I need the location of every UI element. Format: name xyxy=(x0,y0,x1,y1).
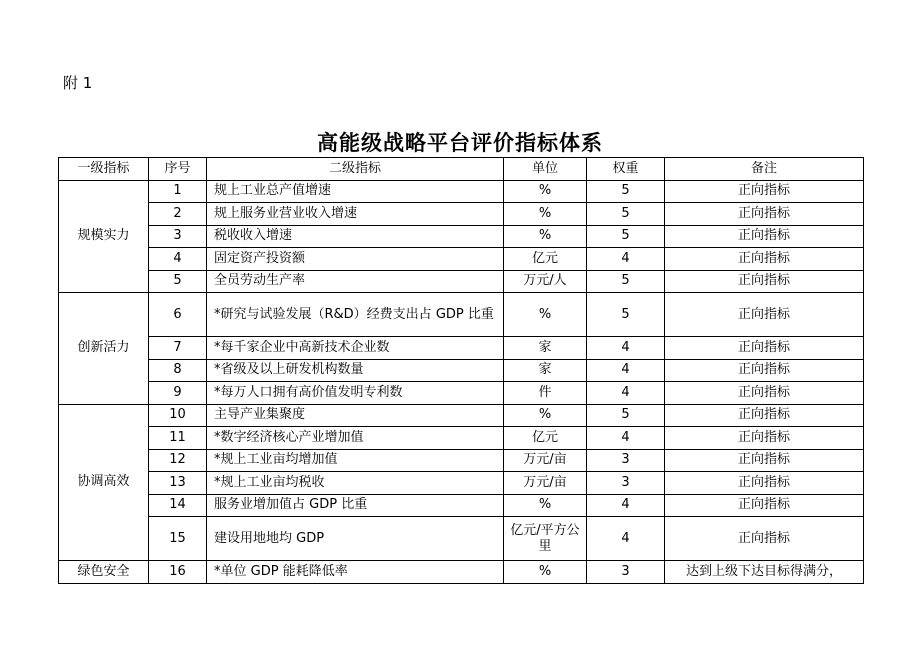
weight-cell: 4 xyxy=(587,494,665,517)
note-cell: 正向指标 xyxy=(665,382,864,405)
weight-cell: 5 xyxy=(587,203,665,226)
table-header-row xyxy=(59,158,864,181)
indicator-name: 全员劳动生产率 xyxy=(207,270,504,293)
row-number: 12 xyxy=(149,449,207,472)
weight-cell: 4 xyxy=(587,517,665,561)
header-weight: 权重 xyxy=(587,158,665,181)
unit-cell: 亿元/平方公里 xyxy=(504,517,587,561)
indicator-name: 规上服务业营业收入增速 xyxy=(207,203,504,226)
indicator-name: 规上工业总产值增速 xyxy=(207,180,504,203)
weight-cell: 4 xyxy=(587,359,665,382)
indicator-name: *数字经济核心产业增加值 xyxy=(207,427,504,450)
table-row xyxy=(59,270,864,293)
category-cell: 规模实力 xyxy=(59,180,149,293)
row-number: 3 xyxy=(149,225,207,248)
header-category: 一级指标 xyxy=(59,158,149,181)
note-cell: 正向指标 xyxy=(665,404,864,427)
header-unit: 单位 xyxy=(504,158,587,181)
table-row xyxy=(59,382,864,405)
unit-cell: 家 xyxy=(504,337,587,360)
category-cell: 协调高效 xyxy=(59,404,149,561)
indicator-name: *单位 GDP 能耗降低率 xyxy=(207,561,504,584)
note-cell: 正向指标 xyxy=(665,494,864,517)
row-number: 14 xyxy=(149,494,207,517)
table-row xyxy=(59,472,864,495)
weight-cell: 5 xyxy=(587,180,665,203)
row-number: 16 xyxy=(149,561,207,584)
weight-cell: 3 xyxy=(587,561,665,584)
note-cell: 正向指标 xyxy=(665,337,864,360)
table-row xyxy=(59,561,864,584)
row-number: 13 xyxy=(149,472,207,495)
note-cell: 正向指标 xyxy=(665,180,864,203)
weight-cell: 5 xyxy=(587,270,665,293)
table-row xyxy=(59,517,864,561)
weight-cell: 3 xyxy=(587,472,665,495)
table-row xyxy=(59,225,864,248)
table-row xyxy=(59,293,864,337)
row-number: 2 xyxy=(149,203,207,226)
row-number: 11 xyxy=(149,427,207,450)
weight-cell: 4 xyxy=(587,248,665,271)
indicator-name: *每万人口拥有高价值发明专利数 xyxy=(207,382,504,405)
unit-cell: 万元/亩 xyxy=(504,449,587,472)
indicator-name: 税收收入增速 xyxy=(207,225,504,248)
unit-cell: 家 xyxy=(504,359,587,382)
unit-cell: % xyxy=(504,494,587,517)
unit-cell: % xyxy=(504,203,587,226)
note-cell: 正向指标 xyxy=(665,472,864,495)
weight-cell: 4 xyxy=(587,337,665,360)
weight-cell: 4 xyxy=(587,382,665,405)
header-number: 序号 xyxy=(149,158,207,181)
row-number: 8 xyxy=(149,359,207,382)
note-cell: 正向指标 xyxy=(665,270,864,293)
note-cell: 正向指标 xyxy=(665,449,864,472)
unit-cell: % xyxy=(504,404,587,427)
note-cell: 正向指标 xyxy=(665,427,864,450)
weight-cell: 5 xyxy=(587,225,665,248)
table-row xyxy=(59,203,864,226)
note-cell: 正向指标 xyxy=(665,293,864,337)
page-label: 附 1 xyxy=(63,74,93,92)
unit-cell: 万元/人 xyxy=(504,270,587,293)
row-number: 1 xyxy=(149,180,207,203)
indicator-name: 服务业增加值占 GDP 比重 xyxy=(207,494,504,517)
row-number: 9 xyxy=(149,382,207,405)
unit-cell: % xyxy=(504,225,587,248)
indicator-name: *研究与试验发展（R&D）经费支出占 GDP 比重 xyxy=(207,293,504,337)
note-cell: 达到上级下达目标得满分， xyxy=(665,561,864,584)
category-cell: 创新活力 xyxy=(59,293,149,405)
weight-cell: 3 xyxy=(587,449,665,472)
row-number: 6 xyxy=(149,293,207,337)
unit-cell: 亿元 xyxy=(504,248,587,271)
table-row xyxy=(59,359,864,382)
table-row xyxy=(59,248,864,271)
indicator-name: *省级及以上研发机构数量 xyxy=(207,359,504,382)
unit-cell: % xyxy=(504,561,587,584)
weight-cell: 4 xyxy=(587,427,665,450)
note-cell: 正向指标 xyxy=(665,248,864,271)
table-row xyxy=(59,337,864,360)
table-row xyxy=(59,404,864,427)
note-cell: 正向指标 xyxy=(665,203,864,226)
header-note: 备注 xyxy=(665,158,864,181)
unit-cell: % xyxy=(504,180,587,203)
indicator-table xyxy=(58,157,864,584)
unit-cell: 亿元 xyxy=(504,427,587,450)
note-cell: 正向指标 xyxy=(665,359,864,382)
unit-cell: 万元/亩 xyxy=(504,472,587,495)
row-number: 7 xyxy=(149,337,207,360)
table-row xyxy=(59,427,864,450)
weight-cell: 5 xyxy=(587,293,665,337)
note-cell: 正向指标 xyxy=(665,517,864,561)
category-cell: 绿色安全 xyxy=(59,561,149,584)
table-row xyxy=(59,449,864,472)
document-title: 高能级战略平台评价指标体系 xyxy=(317,131,603,155)
row-number: 5 xyxy=(149,270,207,293)
row-number: 10 xyxy=(149,404,207,427)
unit-cell: % xyxy=(504,293,587,337)
table-row xyxy=(59,494,864,517)
row-number: 4 xyxy=(149,248,207,271)
indicator-name: 建设用地地均 GDP xyxy=(207,517,504,561)
indicator-name: *规上工业亩均税收 xyxy=(207,472,504,495)
table-row xyxy=(59,180,864,203)
header-indicator: 二级指标 xyxy=(207,158,504,181)
row-number: 15 xyxy=(149,517,207,561)
weight-cell: 5 xyxy=(587,404,665,427)
unit-cell: 件 xyxy=(504,382,587,405)
indicator-name: 固定资产投资额 xyxy=(207,248,504,271)
indicator-name: *每千家企业中高新技术企业数 xyxy=(207,337,504,360)
note-cell: 正向指标 xyxy=(665,225,864,248)
indicator-name: *规上工业亩均增加值 xyxy=(207,449,504,472)
indicator-name: 主导产业集聚度 xyxy=(207,404,504,427)
